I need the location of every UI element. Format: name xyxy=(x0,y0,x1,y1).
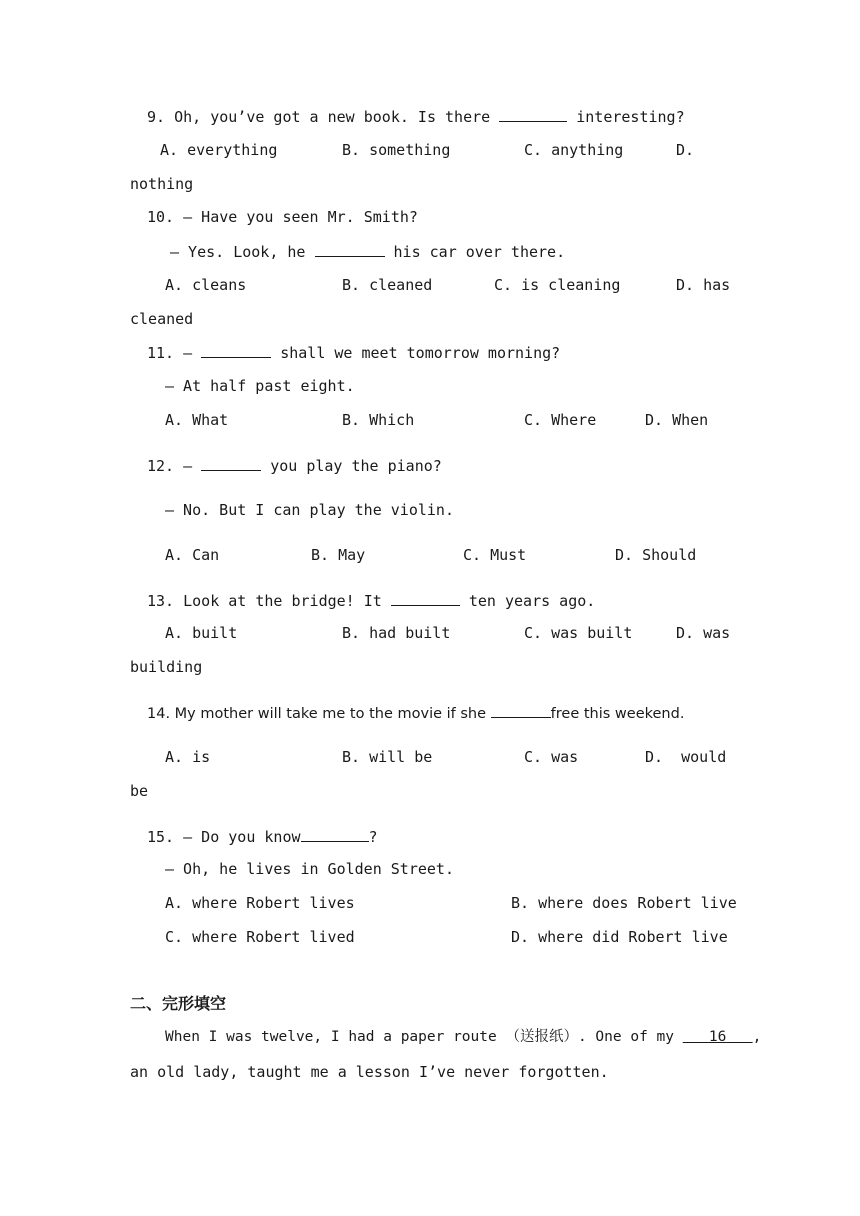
option-d: D. was xyxy=(676,624,731,642)
option-d: D. would xyxy=(645,748,727,766)
option-a: A. built xyxy=(165,624,238,642)
option-b: B. something xyxy=(342,141,451,159)
option-d: D. Should xyxy=(615,546,697,564)
option-d: D. has xyxy=(676,276,731,294)
option-b: B. May xyxy=(311,546,366,564)
answer-blank xyxy=(499,106,567,122)
answer-blank xyxy=(315,241,385,257)
question-10-stem: 10. — Have you seen Mr. Smith? xyxy=(147,208,418,226)
answer-blank xyxy=(491,702,551,718)
question-12-answer: — No. But I can play the violin. xyxy=(165,501,454,519)
option-b: B. cleaned xyxy=(342,276,433,294)
answer-blank xyxy=(201,455,261,471)
cloze-paragraph-line-1: When I was twelve, I had a paper route （送报纸）. One of my 16 , xyxy=(165,1029,762,1045)
option-wrap: building xyxy=(130,658,203,676)
option-b: B. had built xyxy=(342,624,451,642)
option-a: A. What xyxy=(165,411,229,429)
option-wrap: cleaned xyxy=(130,310,194,328)
section-heading: 二、完形填空 xyxy=(130,994,227,1013)
answer-blank xyxy=(391,590,460,606)
option-b: B. will be xyxy=(342,748,433,766)
question-15-stem: 15. — Do you know ? xyxy=(147,828,378,846)
question-15-answer: — Oh, he lives in Golden Street. xyxy=(165,860,454,878)
option-c: C. where Robert lived xyxy=(165,928,355,946)
option-a: A. cleans xyxy=(165,276,247,294)
option-c: C. anything xyxy=(524,141,624,159)
option-a: A. where Robert lives xyxy=(165,894,355,912)
question-13-stem: 13. Look at the bridge! It ten years ago. xyxy=(147,592,596,610)
question-9-stem: 9. Oh, you’ve got a new book. Is there interesting? xyxy=(147,108,685,126)
option-c: C. was xyxy=(524,748,579,766)
option-a: A. Can xyxy=(165,546,220,564)
question-12-stem: 12. — you play the piano? xyxy=(147,457,442,475)
option-d: D. When xyxy=(645,411,709,429)
cloze-paragraph-line-2: an old lady, taught me a lesson I’ve never forgotten. xyxy=(130,1063,609,1081)
option-wrap: nothing xyxy=(130,175,194,193)
option-c: C. is cleaning xyxy=(494,276,621,294)
cloze-blank-16: 16 xyxy=(708,1029,727,1045)
option-c: C. Where xyxy=(524,411,597,429)
question-11-answer: — At half past eight. xyxy=(165,377,355,395)
option-c: C. was built xyxy=(524,624,633,642)
answer-blank xyxy=(301,826,369,842)
option-d: D. xyxy=(676,141,695,159)
option-d: D. where did Robert live xyxy=(511,928,728,946)
option-a: A. everything xyxy=(160,141,278,159)
option-b: B. where does Robert live xyxy=(511,894,737,912)
option-a: A. is xyxy=(165,748,211,766)
option-wrap: be xyxy=(130,782,149,800)
option-b: B. Which xyxy=(342,411,415,429)
question-11-stem: 11. — shall we meet tomorrow morning? xyxy=(147,344,561,362)
option-c: C. Must xyxy=(463,546,527,564)
question-14-stem: 14. My mother will take me to the movie if she free this weekend. xyxy=(147,702,684,724)
answer-blank xyxy=(201,342,271,358)
question-10-reply: — Yes. Look, he his car over there. xyxy=(170,243,566,261)
